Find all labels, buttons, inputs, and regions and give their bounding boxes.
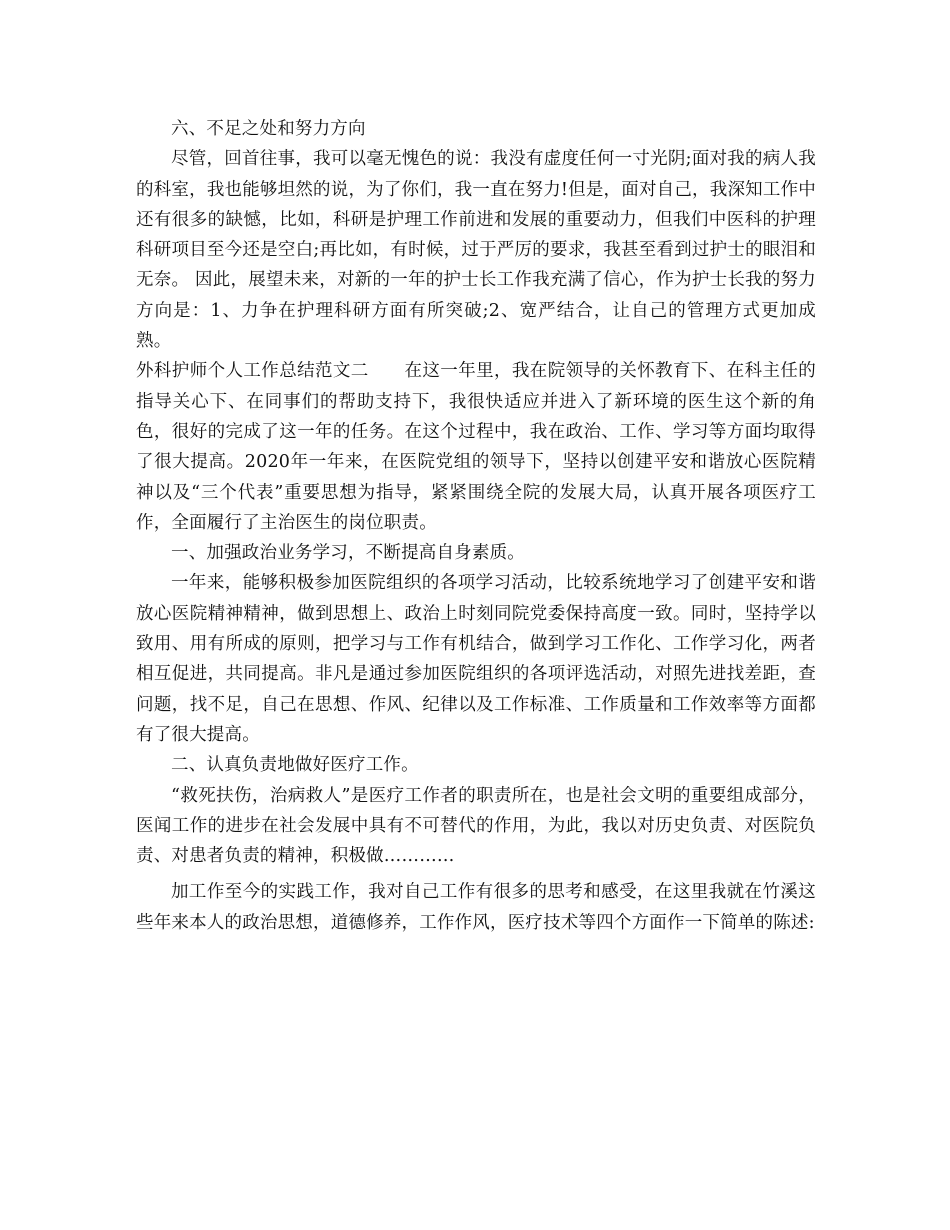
paragraph-shortcomings: 尽管，回首往事，我可以毫无愧色的说：我没有虚度任何一寸光阴;面对我的病人我的科室，我也能够坦然的说，为了你们，我一直在努力!但是，面对自己，我深知工作中还有很多的缺憾，比如，科研是护理工作前进和发展的重要动力，但我们中医科的护理科研项目至今还是空白;再比如，有时候，过于严厉的要求，我甚至看到过护士的眼泪和无奈。 因此，展望未来，对新的一年的护士长工作我充满了信心，作为护士长我的努力方向是：1、力争在护理科研方面有所突破;2、宽严结合，让自己的管理方式更加成熟。 <box>136 149 816 352</box>
paragraph-political-study: 一年来，能够积极参加医院组织的各项学习活动，比较系统地学习了创建平安和谐放心医院精神精神，做到思想上、政治上时刻同院党委保持高度一致。同时，坚持学以致用、用有所成的原则，把学习与工作有机结合，做到学习工作化、工作学习化，两者相互促进，共同提高。非凡是通过参加医院组织的各项评选活动，对照先进找差距，查问题，找不足，自己在思想、作风、纪律以及工作标准、工作质量和工作效率等方面都有了很大提高。 <box>136 573 816 745</box>
paragraph-practice-reflection: 加工作至今的实践工作，我对自己工作有很多的思考和感受，在这里我就在竹溪这些年来本人的政治思想，道德修养，工作作风，医疗技术等四个方面作一下简单的陈述: <box>136 882 816 933</box>
section-heading-shortcomings: 六、不足之处和努力方向 <box>171 119 366 139</box>
section-heading-medical-work: 二、认真负责地做好医疗工作。 <box>171 755 419 776</box>
paragraph-medical-work: “救死扶伤，治病救人”是医疗工作者的职责所在，也是社会文明的重要组成部分，医闻工作的进步在社会发展中具有不可替代的作用，为此，我以对历史负责、对医院负责、对患者负责的精神，积极做………… <box>136 785 816 867</box>
document-body <box>136 114 816 938</box>
section-heading-political-study: 一、加强政治业务学习，不断提高自身素质。 <box>171 543 525 564</box>
paragraph-summary-two-intro: 外科护师个人工作总结范文二 在这一年里，我在院领导的关怀教育下、在科主任的指导关心下、在同事们的帮助支持下，我很快适应并进入了新环境的医生这个新的角色，很好的完成了这一年的任务。在这个过程中，我在政治、工作、学习等方面均取得了很大提高。2020年一年来，在医院党组的领导下，坚持以创建平安和谐放心医院精神以及“三个代表”重要思想为指导，紧紧围绕全院的发展大局，认真开展各项医疗工作，全面履行了主治医生的岗位职责。 <box>136 361 816 533</box>
